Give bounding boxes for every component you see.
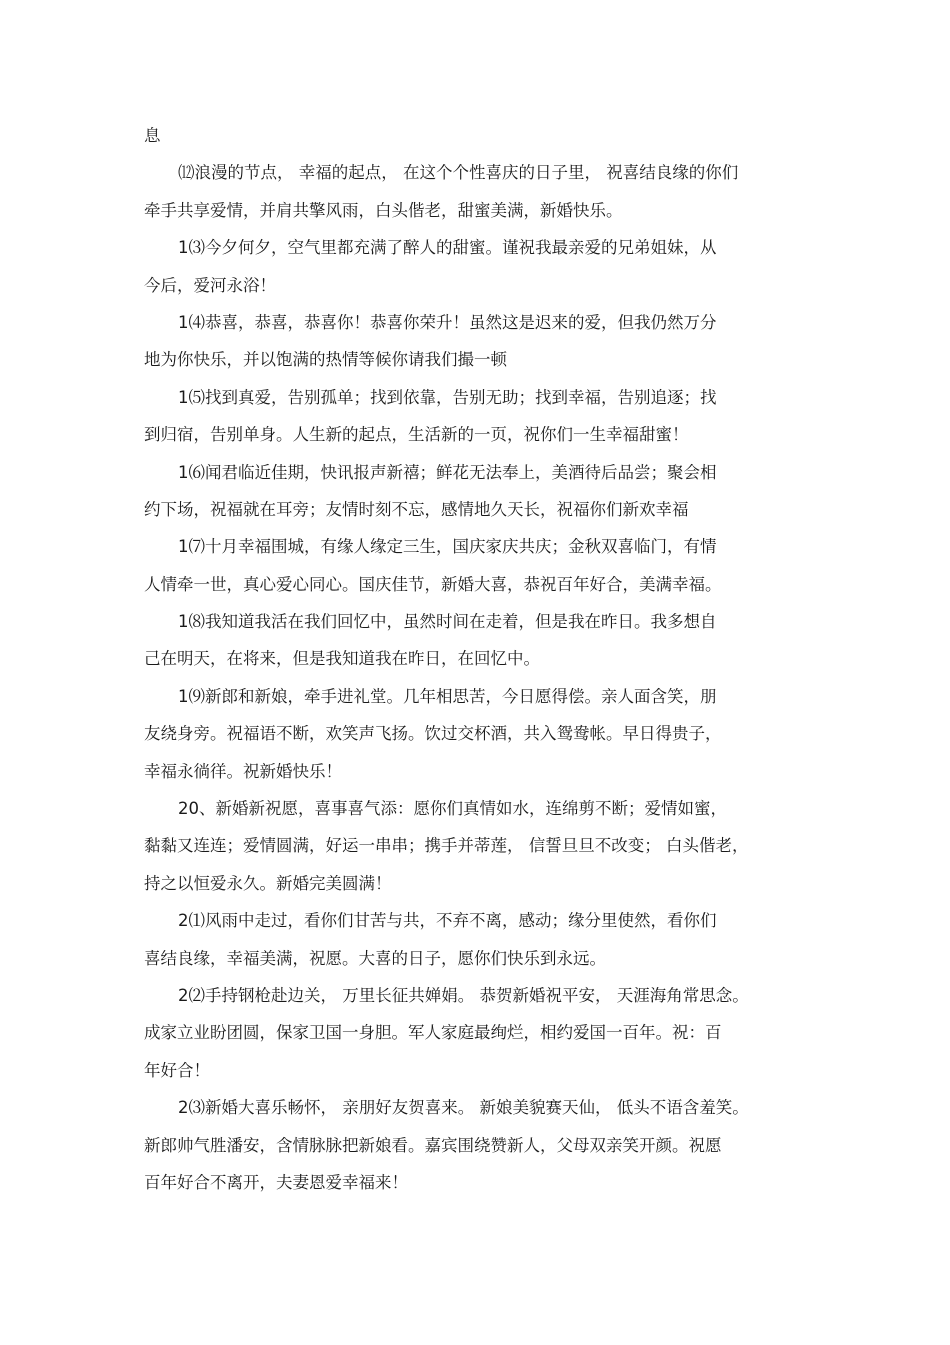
paragraph-line: 幸福永徜徉。祝新婚快乐！ <box>144 761 342 781</box>
paragraph-first-line: 20、新婚新祝愿，喜事喜气添：愿你们真情如水，连绵剪不断；爱情如蜜， <box>178 799 727 819</box>
paragraph-line: 息 <box>144 126 161 145</box>
paragraph-line: 年好合！ <box>144 1060 210 1080</box>
paragraph-line: 到归宿，告别单身。人生新的起点，生活新的一页，祝你们一生幸福甜蜜！ <box>144 425 689 445</box>
paragraph-line: 喜结良缘，幸福美满，祝愿。大喜的日子，愿你们快乐到永远。 <box>144 948 606 968</box>
paragraph-first-line: 1⑻我知道我活在我们回忆中，虽然时间在走着，但是我在昨日。我多想自 <box>178 612 717 632</box>
paragraph-first-line: 2⑴风雨中走过，看你们甘苦与共，不弃不离，感动；缘分里使然，看你们 <box>178 911 717 931</box>
paragraph-first-line: ⑿浪漫的节点， 幸福的起点， 在这个个性喜庆的日子里， 祝喜结良缘的你们 <box>178 163 739 183</box>
paragraph-first-line: 1⑷恭喜，恭喜，恭喜你！恭喜你荣升！虽然这是迟来的爱，但我仍然万分 <box>178 312 717 332</box>
paragraph-line: 友绕身旁。祝福语不断，欢笑声飞扬。饮过交杯酒，共入鸳鸯帐。早日得贵子， <box>144 724 722 744</box>
paragraph-line: 地为你快乐，并以饱满的热情等候你请我们撮一顿 <box>144 350 507 370</box>
paragraph-line: 新郎帅气胜潘安，含情脉脉把新娘看。嘉宾围绕赞新人，父母双亲笑开颜。祝愿 <box>144 1135 722 1155</box>
paragraph-line: 牵手共享爱情，并肩共擎风雨，白头偕老，甜蜜美满，新婚快乐。 <box>144 200 623 220</box>
paragraph-first-line: 2⑵手持钢枪赴边关， 万里长征共婵娟。 恭贺新婚祝平安， 天涯海角常思念。 <box>178 985 749 1005</box>
paragraph-line: 成家立业盼团圆，保家卫国一身胆。军人家庭最绚烂，相约爱国一百年。祝：百 <box>144 1023 722 1043</box>
paragraph-first-line: 1⑺十月幸福围城，有缘人缘定三生，国庆家庆共庆；金秋双喜临门，有情 <box>178 537 717 557</box>
paragraph-first-line: 2⑶新婚大喜乐畅怀， 亲朋好友贺喜来。 新娘美貌赛天仙， 低头不语含羞笑。 <box>178 1098 749 1118</box>
paragraph-first-line: 1⑶今夕何夕，空气里都充满了醉人的甜蜜。谨祝我最亲爱的兄弟姐妹，从 <box>178 238 717 258</box>
paragraph-line: 百年好合不离开，夫妻恩爱幸福来！ <box>144 1172 408 1192</box>
paragraph-first-line: 1⑼新郎和新娘，牵手进礼堂。几年相思苦，今日愿得偿。亲人面含笑，朋 <box>178 686 717 706</box>
paragraph-first-line: 1⑹闻君临近佳期，快讯报声新禧；鲜花无法奉上，美酒待后品尝；聚会相 <box>178 462 717 482</box>
paragraph-line: 己在明天，在将来，但是我知道我在昨日，在回忆中。 <box>144 649 540 669</box>
paragraph-first-line: 1⑸找到真爱，告别孤单；找到依靠，告别无助；找到幸福，告别追逐；找 <box>178 387 717 407</box>
paragraph-line: 今后，爱河永浴！ <box>144 275 276 295</box>
document-body <box>144 120 804 1204</box>
paragraph-line: 持之以恒爱永久。新婚完美圆满！ <box>144 873 392 893</box>
paragraph-line: 人情牵一世，真心爱心同心。国庆佳节，新婚大喜，恭祝百年好合，美满幸福。 <box>144 574 722 594</box>
paragraph-line: 黏黏又连连；爱情圆满，好运一串串；携手并蒂莲， 信誓旦旦不改变； 白头偕老， <box>144 836 749 856</box>
paragraph-line: 约下场，祝福就在耳旁；友情时刻不忘，感情地久天长，祝福你们新欢幸福 <box>144 499 689 519</box>
